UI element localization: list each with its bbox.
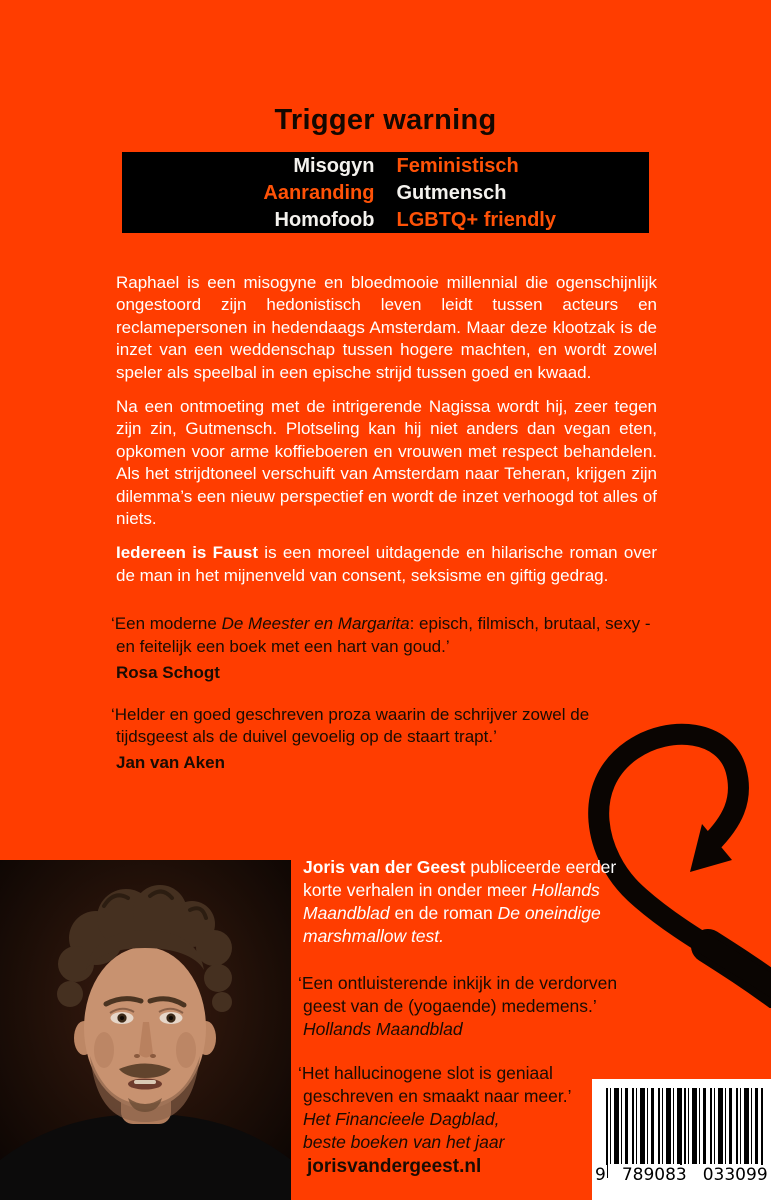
quote-1-book-title: De Meester en Margarita: [221, 614, 410, 634]
isbn-number: [592, 1165, 771, 1185]
author-name: Joris van der Geest: [303, 857, 466, 877]
page-title: Trigger warning: [274, 104, 497, 136]
barcode-bars: [606, 1088, 763, 1164]
book-title-lead: Iedereen is Faust: [116, 543, 259, 563]
author-photo: [0, 860, 291, 1200]
isbn-group-2: 033099: [702, 1165, 768, 1185]
quote-financieele-dagblad: [298, 1062, 618, 1154]
bio-text-2: en de roman: [389, 903, 498, 923]
quote-1-open: ‘Een moderne: [111, 614, 222, 634]
quote-1-author: Rosa Schogt: [116, 662, 220, 682]
quote-4-source-line1: Het Financieele Dagblad,: [303, 1109, 500, 1129]
synopsis-paragraph-1: Raphael is een misogyne en bloedmooie millennial die ogenschijnlijk ongestoord zijn hedonistisch leven leidt tussen acteurs en reclamepersonen in hedendaags Amsterdam. Maar deze klootzak is de inzet van een weddenschap tussen hogere machten, en wordt zowel speler als speelbal in een epische strijd tussen goed en kwaad.: [116, 273, 657, 382]
bio-magazine-title: Hollands Maandblad: [303, 880, 600, 923]
quote-3-source: Hollands Maandblad: [303, 1019, 463, 1039]
quote-rosa-schogt: [111, 613, 657, 684]
author-website: jorisvandergeest.nl: [307, 1156, 482, 1177]
warning-term-homofoob: Homofoob: [274, 208, 375, 231]
isbn-group-1: 789083: [621, 1165, 687, 1185]
synopsis-paragraph-3: [116, 542, 657, 587]
warning-term-aanranding: Aanranding: [263, 181, 375, 204]
author-bio: [303, 856, 618, 948]
warning-term-misogyn: Misogyn: [293, 154, 375, 177]
warning-term-feministisch: Feministisch: [396, 154, 519, 177]
warning-term-gutmensch: Gutmensch: [396, 181, 507, 204]
bio-text-1: publiceerde eerder korte verhalen in onder meer: [303, 857, 617, 900]
isbn-lead-digit: 9: [595, 1165, 606, 1185]
synopsis-paragraph-3-rest: is een moreel uitdagende en hilarische roman over de man in het mijnenveld van consent, seksisme en giftig gedrag.: [116, 543, 657, 585]
synopsis-paragraph-2: Na een ontmoeting met de intrigerende Nagissa wordt hij, zeer tegen zijn zin, Gutmensch. Plotseling kan hij niet anders dan vegan eten, opkomen voor arme koffieboeren en vrouwen met respect behandelen. Als het strijdtoneel verschuift van Amsterdam naar Teheran, krijgen zijn dilemma’s een nieuw perspectief en wordt de inzet verhoogd tot alles of niets.: [116, 397, 657, 529]
quote-hollands-maandblad: [298, 972, 618, 1041]
quote-4-source-line2: beste boeken van het jaar: [303, 1132, 505, 1152]
quote-3-text: ‘Een ontluisterende inkijk in de verdorven geest van de (yogaende) medemens.’: [298, 973, 618, 1016]
author-bio-column: [298, 856, 618, 1175]
quote-4-text: ‘Het hallucinogene slot is geniaal geschreven en smaakt naar meer.’: [298, 1063, 572, 1106]
quote-2-author: Jan van Aken: [116, 753, 225, 773]
quote-2-text: ‘Helder en goed geschreven proza waarin de schrijver zowel de tijdsgeest als de duivel gevoelig op de staart trapt.’: [111, 704, 590, 747]
quote-1-rest: : episch, filmisch, brutaal, sexy - en feitelijk een boek met een hart van goud.’: [116, 614, 651, 657]
warning-term-lgbtq: LGBTQ+ friendly: [396, 208, 556, 231]
bio-novel-title: De oneindige marshmallow test.: [303, 903, 601, 946]
isbn-barcode: [592, 1079, 771, 1200]
trigger-warning-box: [122, 152, 649, 233]
